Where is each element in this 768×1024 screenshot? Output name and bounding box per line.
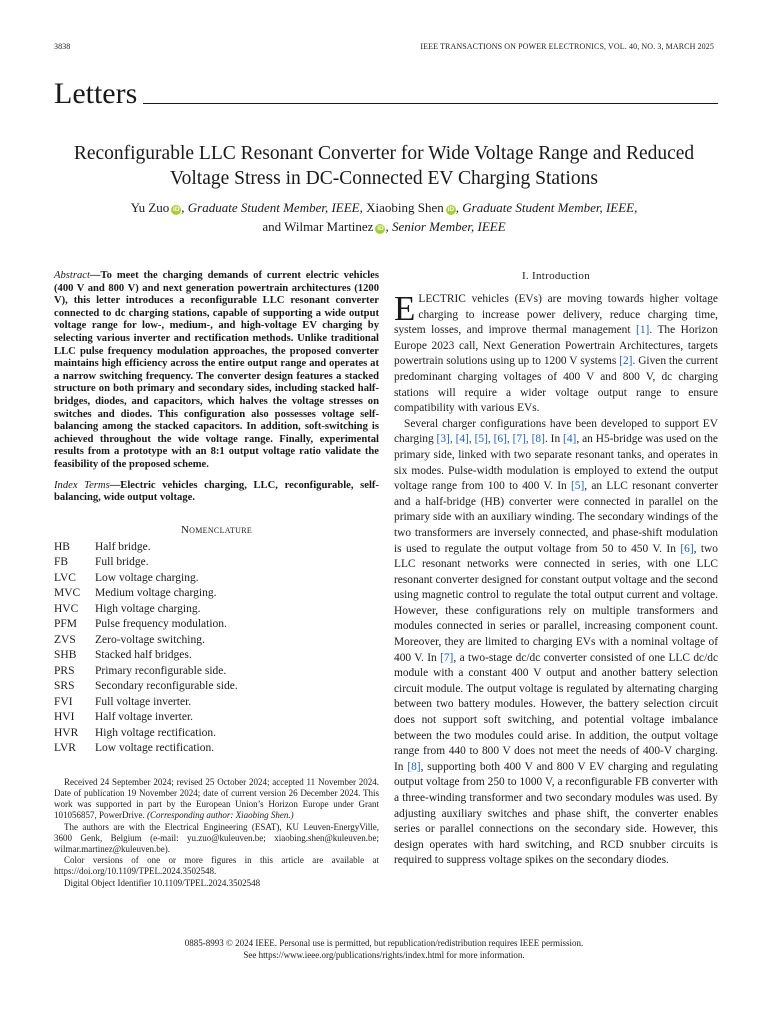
citation-link[interactable]: [5] (570, 480, 585, 493)
nomenclature-abbr: HVC (54, 602, 79, 615)
nomenclature-abbr: SHB (54, 649, 77, 662)
nomenclature-abbr: PRS (54, 664, 75, 677)
color-note: Color versions of one or more figures in this article are available at https://doi.org/10.1109/TPEL.2024.3502548. (54, 855, 379, 877)
copyright-line-2: See https://www.ieee.org/publications/rights/index.html for more information. (243, 949, 525, 960)
nomenclature-abbr: FB (54, 556, 69, 569)
author-role: , Graduate Student Member, IEEE, (455, 200, 638, 215)
left-column (54, 270, 379, 889)
nomenclature-definition: Low voltage charging. (95, 571, 199, 584)
title-line-2: Voltage Stress in DC-Connected EV Charging Stations (170, 168, 598, 189)
nomenclature-definition: Stacked half bridges. (95, 649, 192, 662)
index-terms (54, 480, 379, 505)
orcid-icon[interactable]: iD (447, 206, 455, 213)
paper-title (50, 141, 718, 191)
nomenclature-title: Nomenclature (180, 523, 253, 536)
citation-link[interactable]: [4] (563, 433, 577, 446)
nomenclature-definition: Zero-voltage switching. (95, 633, 205, 646)
nomenclature-row (54, 586, 379, 602)
nomenclature-row (54, 617, 379, 633)
citation-link[interactable]: [3], [4], [5], [6], [7], [8] (436, 433, 545, 446)
nomenclature-row (54, 679, 379, 695)
nomenclature-row (54, 602, 379, 618)
section-heading: Letters (54, 77, 138, 110)
nomenclature-row (54, 571, 379, 587)
nomenclature-definition: Pulse frequency modulation. (95, 618, 227, 631)
index-terms-text: —Electric vehicles charging, LLC, reconfigurable, self-balancing, wide output voltage. (54, 479, 379, 504)
nomenclature-row (54, 710, 379, 726)
dropcap: E (394, 289, 416, 328)
citation-link[interactable]: [2] (619, 355, 633, 368)
doi-note: Digital Object Identifier 10.1109/TPEL.2024.3502548 (64, 877, 261, 888)
citation-link[interactable]: [6] (680, 542, 694, 555)
abstract-text: —To meet the charging demands of current electric vehicles (400 V and 800 V) and next generation powertrain architectures (1200 V), this letter introduces a reconfigurable LLC resonant converter connected to dc charging stations, capable of supporting a wide output voltage range for low-, medium-, and high-voltage EV charging by selecting various inverter and rectification methods. Unlike traditional LLC pulse frequency modulation approaches, the proposed converter maintains high efficiency across the entire output range and operates at a narrow switching frequency. The converter design features a stacked structure on both primary and secondary sides, including stacked half-bridges, diodes, and capacitors, which halves the voltage stresses on switches and diodes. This configuration also possesses voltage self-balancing among the stacked capacitors. In addition, soft-switching is achieved throughout the wide voltage range. Finally, experimental results from a prototype with an 8:1 output voltage ratio validate the feasibility of the proposed scheme. (54, 270, 379, 470)
nomenclature-row (54, 726, 379, 742)
nomenclature-definition: Full voltage inverter. (95, 695, 192, 708)
page-number: 3838 (54, 42, 71, 51)
nomenclature-abbr: LVC (54, 571, 76, 584)
intro-title: I. Introduction (521, 270, 591, 282)
nomenclature-abbr: SRS (54, 680, 75, 693)
nomenclature-row (54, 540, 379, 556)
nomenclature-row (54, 555, 379, 571)
citation-link[interactable]: [8] (407, 760, 421, 773)
abstract (54, 270, 379, 472)
orcid-icon[interactable]: iD (377, 224, 384, 232)
citation-link[interactable]: [7] (440, 651, 454, 664)
copyright-line-1: 0885-8993 © 2024 IEEE. Personal use is permitted, but republication/redistribution requires IEEE permission. (184, 938, 584, 948)
corresponding-author: (Corresponding author: Xiaobing Shen.) (144, 810, 294, 821)
nomenclature-abbr: HVR (54, 726, 79, 739)
intro-paragraph-2: Several charger configurations have been developed to support EV charging [3], [4], [5], [6], [7], [8]. In [4], an H5-bridge was used on the primary side, linked with two separate resonant tanks, and operates in six modes. Pulse-width modulation is employed to extend the output voltage range from 100 to 400 V. In [5], an LLC resonant converter and a half-bridge (HB) converter were connected in parallel on the primary side with an auxiliary winding. The secondary windings of the two transformers are inversely connected, and phase-shift modulation is used to regulate the output voltage from 50 to 450 V. In [6], two LLC resonant networks were connected in series, with one LLC resonant converter designed for constant output voltage and the second using magnetic control to regulate the total output current and voltage. However, these configurations rely on multiple transformers and modules connected in series or parallel, increasing component count. Moreover, they are limited to charging EVs with a nominal voltage of 400 V. In [7], a two-stage dc/dc converter consisted of one LLC dc/dc module with a constant 400 V output and another battery selection circuit module. The output voltage is regulated by alternating charging between two battery modules. However, the battery selection circuit does not support soft switching, and potential voltage imbalance between the two modules could arise. In addition, the output voltage range from 440 to 800 V does not meet the needs of 400-V charging. In [8], supporting both 400 V and 800 V EV charging and regulating output voltage from 250 to 1000 V, a reconfigurable FB converter with a three-winding transformer and two secondary modules was used. By adjusting auxiliary switches and phase shift, the converter enables series or parallel connections on the secondary side. However, this design operates with hard switching, and RCD snubber circuits is required to suppress voltage spikes on the secondary diodes. (394, 417, 718, 867)
right-column (394, 270, 718, 869)
author-role: , Graduate Student Member, IEEE (181, 200, 360, 215)
author-name: Yu Zuo (130, 200, 170, 215)
footnote (54, 777, 379, 889)
nomenclature-row (54, 664, 379, 680)
nomenclature-abbr: ZVS (54, 633, 76, 646)
citation-link[interactable]: [1] (636, 324, 650, 337)
nomenclature-definition: Half bridge. (95, 540, 151, 553)
copyright-notice (54, 938, 714, 961)
author-role: , Senior Member, IEEE (385, 218, 506, 234)
nomenclature-definition: High voltage rectification. (95, 726, 217, 739)
nomenclature-abbr: LVR (54, 742, 76, 755)
nomenclature-list (54, 540, 379, 757)
nomenclature-abbr: MVC (54, 587, 81, 600)
author-name: and Wilmar Martinez (262, 218, 374, 234)
nomenclature-definition: Primary reconfigurable side. (95, 664, 227, 677)
received-note: Received 24 September 2024; revised 25 October 2024; accepted 11 November 2024. Date of publication 19 November 2024; date of current version 26 December 2024. This work was supported in part by the European Union’s Horizon Europe under Grant 101056857, PowerDrive. (Corresponding author: Xiaobing Shen.) (54, 776, 379, 821)
journal-header: IEEE TRANSACTIONS ON POWER ELECTRONICS, VOL. 40, NO. 3, MARCH 2025 (420, 42, 714, 51)
author-name: , Xiaobing Shen (359, 200, 444, 215)
author-list (50, 199, 718, 236)
nomenclature-row (54, 648, 379, 664)
affiliation-note: The authors are with the Electrical Engineering (ESAT), KU Leuven-EnergyVille, 3600 Genk, Belgium (e-mail: yu.zuo@kuleuven.be; xiaobing.shen@kuleuven.be; wilmar.martinez@kuleuven.be). (54, 821, 379, 854)
title-line-1: Reconfigurable LLC Resonant Converter for Wide Voltage Range and Reduced (73, 143, 695, 164)
nomenclature-abbr: HB (54, 540, 70, 553)
index-terms-label: Index Terms (54, 479, 110, 491)
nomenclature-definition: Low voltage rectification. (95, 742, 215, 755)
abstract-label: Abstract (54, 270, 90, 281)
nomenclature-definition: Secondary reconfigurable side. (95, 680, 238, 693)
nomenclature-definition: Half voltage inverter. (95, 711, 194, 724)
nomenclature-definition: Full bridge. (95, 556, 149, 569)
heading-rule (143, 103, 718, 104)
intro-paragraph-1: ELECTRIC vehicles (EVs) are moving towards higher voltage charging to increase power delivery, reduce charging time, system losses, and improve thermal management [1]. The Horizon Europe 2023 call, Next Generation Powertrain Architectures, targets powertrain solutions using up to 1200 V systems [2]. Given the current predominant charging voltages of 400 V and 800 V, dc charging stations will require a wider voltage output range to ensure compatibility with various EVs. (394, 289, 719, 415)
orcid-icon[interactable]: iD (173, 206, 180, 213)
nomenclature-abbr: FVI (54, 695, 73, 708)
nomenclature-definition: Medium voltage charging. (95, 587, 217, 600)
nomenclature-definition: High voltage charging. (95, 602, 201, 615)
nomenclature-row (54, 741, 379, 757)
nomenclature-row (54, 695, 379, 711)
nomenclature-row (54, 633, 379, 649)
nomenclature-abbr: HVI (54, 711, 75, 724)
nomenclature-abbr: PFM (54, 618, 78, 631)
